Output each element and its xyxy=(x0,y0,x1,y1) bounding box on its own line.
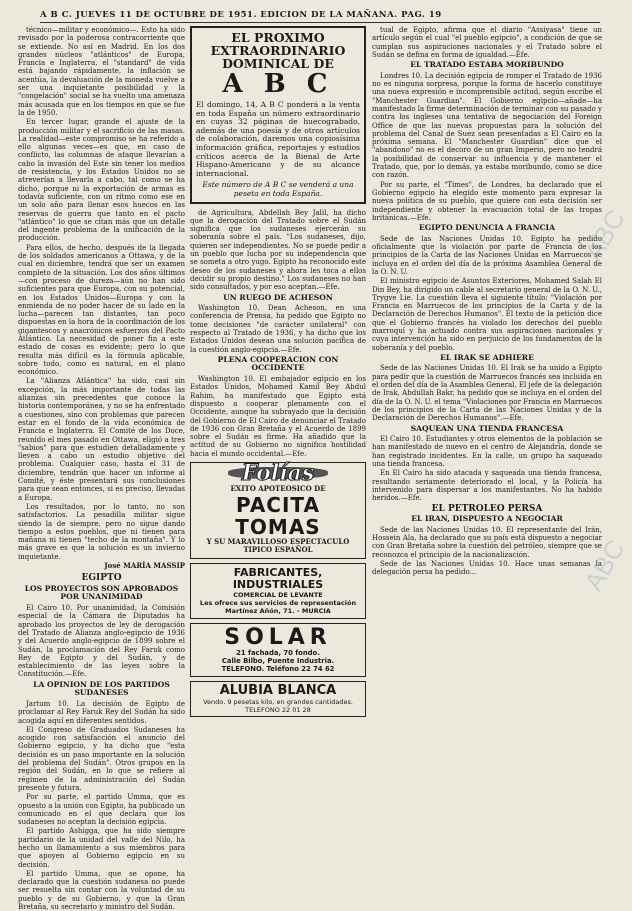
dominical-announcement-box xyxy=(190,26,366,204)
folias-line2: Y SU MARAVILLOSO ESPECTACULO TIPICO ESPAÑOL xyxy=(206,536,350,554)
abc-watermark: ABC xyxy=(578,204,631,266)
petroleo-heading: EL PETROLEO PERSA xyxy=(431,503,543,514)
petroleo-subheading: EL IRAN, DISPUESTO A NEGOCIAR xyxy=(411,514,563,524)
column-left xyxy=(18,26,185,911)
box-body: El domingo, 14, A B C ponderá a la venta en toda España un número extraordinario en cuyas 32 páginas de huecograbado, además de una poesía y de otros artículos de colaboración, daremos una copiosísima información gráfica, reportajes y estudios críticos acerca de la Bienal de Arte Hispano-Americano y de su alcance internacional. xyxy=(196,100,360,178)
column-right xyxy=(372,26,602,838)
solar-advertisement xyxy=(190,623,366,677)
solar-heading: SOLAR xyxy=(224,625,332,651)
folias-advertisement xyxy=(190,462,366,559)
ad-line: Calle Bilbo, Puente Industria. xyxy=(221,657,335,666)
paragraph: Sede de las Naciones Unidas 10. El Irak se ha unido a Egipto para pedir que la cuestión de Marruecos francés sea incluida en el orden del día de la Asamblea General. El jefe de la delegación de Irak, Abdullah Bakr, ha pedido que se incluya en el orden del día de la O. N. U. el tema "Violaciones por Francia en Marruecos de los principios de la Carta de las Naciones Unidas y de la Declaración de Derechos Humanos".—Efe. xyxy=(372,364,602,423)
ad-line: TELEFONO. Teléfono 22 74 62 xyxy=(221,665,335,674)
acheson-heading: UN RUEGO DE ACHESON xyxy=(223,292,333,302)
paragraph: Washington 10. El embajador egipcio en los Estados Unidos, Mohamed Kamil Bey Abdul Rahim, ha manifestado que Egipto está dispuesto a cooperar plenamente con el Occidente, aunque ha subrayado que la decisión del Gobierno de El Cairo de denunciar el Tratado de 1936 con Gran Bretaña y el Acuerdo de 1899 sobre el Sudán es firme. Ha añadido que la actitud de su Gobierno no significa hostilidad hacia el mundo occidental.—Efe. xyxy=(190,375,366,458)
ad-line: 21 fachada, 70 fondo. xyxy=(236,649,320,658)
ad-line: Martínez Añón, 71. - MURCIA xyxy=(225,607,331,616)
paragraph: Jartum 10. La decisión de Egipto de proclamar al Rey Faruk Rey del Sudán ha sido acogida aquí en diferentes sentidos. xyxy=(18,699,185,725)
folias-line1: EXITO APOTEOSICO DE xyxy=(230,484,326,494)
paragraph: Por su parte, el "Times", de Londres, ha declarado que el Gobierno egipcio ha elegido este momento para expresar la nueva política de su pueblo, que quiere con esta decisión ser independiente y obtener la evacuación total de las tropas británicas.—Efe. xyxy=(372,180,602,222)
box-footer: Este número de A B C se venderá a una peseta en toda España. xyxy=(202,180,354,198)
irak-heading: EL IRAK SE ADHIERE xyxy=(440,352,534,362)
box-abc-logo: A B C xyxy=(222,69,334,99)
paragraph: Sede de las Naciones Unidas 10. Hace unas semanas la delegación persa ha pedido... xyxy=(372,559,602,577)
egipto-subheading: LOS PROYECTOS SON APROBADOS POR UNANIMIDAD xyxy=(24,583,179,602)
opinion-heading: LA OPINION DE LOS PARTIDOS SUDANESES xyxy=(33,679,170,698)
paragraph: El Cairo 10. Por unanimidad, la Comisión especial de la Cámara de Diputados ha aprobado los proyectos de ley de derogación del Tratado de Alianza anglo-egipcio de 1936 y del Acuerdo anglo-egipcio de 1899 sobre el Sudán, la proclamación del Rey Faruk como Rey de Egipto y del Sudán, y de establecimiento de las leyes sobre la Constitución.—Efe. xyxy=(18,604,185,679)
column-middle xyxy=(190,26,366,838)
paragraph: Los resultados, por lo tanto, no son satisfactorios. La pesadilla militar sigue siendo la de siempre, pero no sigue dando tiempo a estos pueblos, que ni tienen para mañana ni tienen "techo de la montaña". Y lo más grave es que la solución es un invierno inquietante. xyxy=(18,502,185,561)
folias-artist-name: PACITA TOMAS xyxy=(235,492,321,539)
fabricantes-heading: FABRICANTES, INDUSTRIALES xyxy=(232,566,324,592)
paragraph: Sede de las Naciones Unidas 10. Egipto ha pedido oficialmente que la violación por parte de Francia de los principios de la Carta de las Naciones Unidas en Marruecos se incluya en el orden del día de la próxima Asamblea General de la O. N. U. xyxy=(372,234,602,276)
paragraph: Washington 10. Dean Acheson, en una conferencia de Prensa, ha pedido que Egipto no tome decisiones "de carácter unilateral" con respecto al Tratado de 1936, y ha dicho que los Estados Unidos desean una solución pacífica de la cuestión anglo-egipcia.—Efe. xyxy=(190,304,366,354)
saquean-heading: SAQUEAN UNA TIENDA FRANCESA xyxy=(410,423,564,433)
article1-body xyxy=(18,26,185,561)
page-header: A B C. JUEVES 11 DE OCTUBRE DE 1951. EDICION DE LA MAÑANA. PAG. 19 xyxy=(40,10,600,23)
paragraph: de Agricultura, Abdellah Bey Jalil, ha dicho que la derogación del Tratado sobre el Sudán significa que los sudaneses ejercerán su soberanía sobre el país. "Los sudaneses, dijo, quieren ser independientes. No se puede pedir a un pueblo que lucha por su independencia que se someta a otro yugo. Egipto ha reconocido este deseo de los sudaneses y ahora les toca a ellos decidir su propio destino." Los sudaneses no han sido consultados, y por eso aceptan.—Efe. xyxy=(190,208,366,292)
paragraph: El Cairo 10. Estudiantes y otros elementos de la población se han manifestado de nuevo en el centro de Alejandría, donde se han registrado incidentes. En la calle, un grupo ha saqueado una tienda francesa. xyxy=(372,435,602,469)
alubia-heading: ALUBIA BLANCA xyxy=(219,683,337,699)
alubia-advertisement xyxy=(190,681,366,717)
fabricantes-advertisement xyxy=(190,563,366,619)
egipto-heading: EGIPTO xyxy=(81,573,122,584)
abc-watermark: ABC xyxy=(578,534,631,596)
paragraph: En El Cairo ha sido atacada y saqueada una tienda francesa, resultando seriamente deteriorado el local, y la Policía ha intervenido para dispersar a los manifestantes. No ha habido heridos.—Efe. xyxy=(372,469,602,503)
tratado-heading: EL TRATADO ESTABA MORIBUNDO xyxy=(410,60,564,70)
paragraph: Londres 10. La decisión egipcia de romper el Tratado de 1936 no es ninguna sorpresa, porque la forma de hacerlo constituye una nueva expresión e incomprensible actitud, según escribe el "Manchester Guardian". El Gobierno egipcio—añade—ha manifestado la firme determinación de terminar con su pasado y contra los ingleses una tentativa de negociación del Foreign Office de que las nuevas propuestas para la solución del problema del Canal de Suez sean presentadas a El Cairo en la próxima semana. El "Manchester Guardian" dice que el "abandono" no es el decoro de un gran Imperio, pero no tendrá la posibilidad de conservar su influencia y de mantener el Tratado, que, por lo demás, ya estaba moribundo, como se dice con razón. xyxy=(372,71,602,180)
paragraph: El partido Umma, que se opone, ha declarado que la cuestión sudanesa no puede ser resuelta sin contar con la voluntad de su pueblo y de su Gobierno, y que la Gran Bretaña, su secretario y ministro del Sudán. xyxy=(18,869,185,911)
ad-line: COMERCIAL DE LEVANTE xyxy=(233,591,323,600)
ad-line: TELEFONO 22 01 28 xyxy=(245,706,311,715)
paragraph: Para ellos, de hecho, después de la llegada de los soldados americanos a Ottawa, y de la cual en diciembre, tendrá que ser un examen completo de la situación. Los dos años últimos—con proceso de dureza—aún no han sido suficientes para que Europa, con su potencial, en los Estados Unidos—Europa y con la enmienda de no poder hacer de su lado en la lucha—parecen tan distantes, tan poco dispuestas en la hora de la coordinación de los gigantescos y anacrónicos esfuerzos del Pacto Atlántico. La necesidad de poner fin a este estado de cosas es evidente; pero lo que resulta más difícil es la fórmula aplicable, sobre todo, como es natural, en el plano económico. xyxy=(18,243,185,377)
paragraph: tual de Egipto, afirma que el diario "Assiyasa" tiene un artículo según el cual "el pueblo egipcio", a condición de que se cumplan sus aspiraciones nacionales y el Tratado sobre el Sudán se defina en forma de igualdad.—Efe. xyxy=(372,26,602,59)
paragraph: El partido Ashigga, que ha sido siempre partidario de la unidad del valle del Nilo, ha hecho un llamamiento a sus miembros para que apoyen al Gobierno egipcio en su decisión. xyxy=(18,827,185,869)
paragraph: Por su parte, el partido Umma, que es opuesto a la unión con Egipto, ha publicado un comunicado en el que declara que los sudaneses no aceptan la decisión egipcia. xyxy=(18,793,185,827)
ad-line: Les ofrece sus servicios de representación xyxy=(199,599,357,608)
paragraph: El Congreso de Graduados Sudaneses ha acogido con satisfacción el anuncio del Gobierno egipcio, y ha dicho que "esta decisión es un paso importante en la solución del problema del Sudán". Otros grupos en la región del Sudán, en lo que se refiere al régimen de la administración del Sudán presente y futura. xyxy=(18,725,185,792)
ad-line: Vendo, 9 pesetas kilo, en grandes cantidades. xyxy=(203,698,353,707)
paragraph: La "Alianza Atlántica" ha sido, casi sin excepción, la más importante de todas las alianzas sin precedentes que conoce la historia contemporánea, y no se ha enfrentado a cuestiones, sino con problemas que parecen estar en el fondo de la vida económica de Francia e Inglaterra. El Comité de los Doce, reunido el mes pasado en Ottawa, eligió a tres "sabios" para que estudien detalladamente y lleven a cabo un estudio objetivo del problema. Cualquier caso, hasta el 31 de diciembre, tendrán que hacer un informe al Comité, y éste presentará sus conclusiones para que sean entonces, si es preciso, llevadas a Europa. xyxy=(18,377,185,502)
box-title: EL PROXIMO EXTRAORDINARIO DOMINICAL DE xyxy=(210,30,346,71)
article1-signature: José MARÍA MASSIP xyxy=(104,561,185,570)
paragraph: En tercer lugar, grande el ajuste de la producción militar y el sacrificio de las masas. La realidad—este compromiso se ha referido a ello algunas veces—es que, en caso de conflicto, las columnas de ataque llevarían a cabo la invasión del Este sin tener los medios de resistencia, y los Estados Unidos no se atreverían a llevarla a cabo, tal como se ha dicho, porque ni la exportación de armas es todavía suficiente, con un ritmo como ese en un solo año para llenar esos huecos en las reservas de guerra que tanto en el pacto "atlántico" lo que se citan más que un detalle del ingente problema de la unificación de la producción. xyxy=(18,118,185,243)
denuncia-heading: EGIPTO DENUNCIA A FRANCIA xyxy=(418,223,555,233)
cooperacion-heading: PLENA COOPERACION CON OCCIDENTE xyxy=(217,354,339,373)
folias-logo: Folías xyxy=(228,467,328,479)
paragraph: Sede de las Naciones Unidas 10. El representante del Irán, Hossein Ala, ha declarado que su país está dispuesto a negociar con Gran Bretaña sobre la cuestión del petróleo, siempre que se reconozca el principio de la nacionalización. xyxy=(372,525,602,559)
paragraph: El ministro egipcio de Asuntos Exteriores, Mohamed Salah El Din Bey, ha dirigido un cable al secretario general de la O. N. U., Trygve Lie. La cuestión lleva el siguiente título: "Violación por Francia en Marruecos de los principios de la Carta y de la Declaración de Derechos Humanos". El texto de la petición dice que el Gobierno francés ha violado los derechos del pueblo marroquí y ha actuado contra sus aspiraciones nacionales y cuya intervención ha sido en perjuicio de los fundamentos de la soberanía y del pueblo. xyxy=(372,277,602,352)
paragraph: técnico—militar y económico—. Esto ha sido revisado por la poderosa contracorriente que se extiende. No así en Madrid. En los dos grandes núcleos "atlánticos" de Europa, Francia e Inglaterra, el "standard" de vida está bajando rápidamente, la inflación se acentúa, la devaluación de la moneda vuelve a ser una inquietante posibilidad y la "congelación" social se ha vuelto una amenaza más acusada que en los tiempos en que se fue la de 1950. xyxy=(18,26,185,117)
